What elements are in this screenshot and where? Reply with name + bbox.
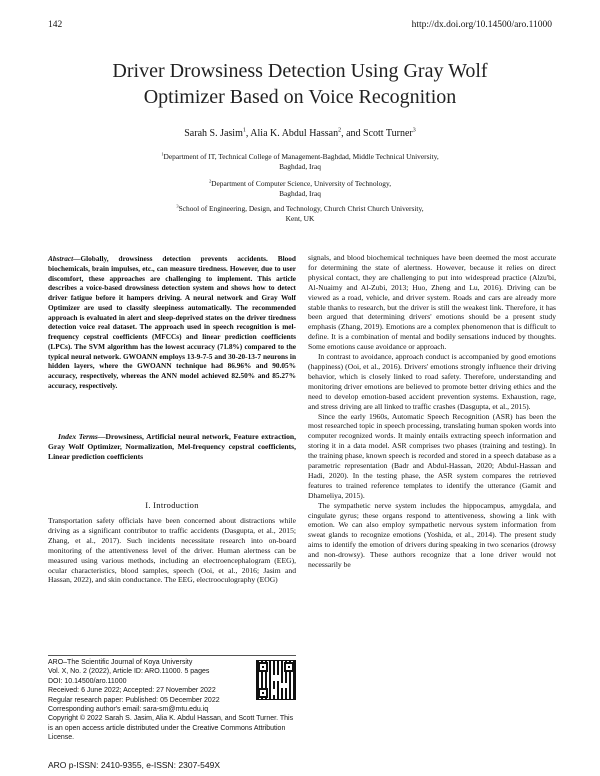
qr-code-icon — [256, 660, 296, 700]
index-terms — [48, 432, 296, 462]
author-1: Sarah S. Jasim — [184, 128, 243, 139]
right-column — [308, 253, 556, 570]
received-accepted: Received: 6 June 2022; Accepted: 27 November 2022 — [48, 687, 216, 695]
author-2: , Alia K. Abdul Hassan — [245, 128, 339, 139]
title-line-2: Optimizer Based on Voice Recognition — [143, 86, 457, 108]
affiliation-2-line2: Baghdad, Iraq — [279, 188, 321, 198]
doi-link[interactable]: http://dx.doi.org/10.14500/aro.11000 — [411, 20, 552, 30]
affiliation-3-sup: 3 — [176, 203, 179, 209]
section-heading-introduction: I. Introduction — [145, 500, 199, 510]
abstract — [48, 254, 296, 391]
right-paragraph-2: In contrast to avoidance, approach conduct is accompanied by good emotions (happiness) (Ooi, et al., 2016). Drivers' emotions strongly influence their driving behavior, which is closely linked to road safety. Therefore, understanding and monitoring driver emotions are believed to promote better driving ethics and the need to develop emotion-based accident prevention systems. Exhaustion, rage, and stress driving are all linked to traffic crashes (Dasgupta, et al., 2015). — [308, 352, 556, 411]
volume-info: Vol. X, No. 2 (2022), Article ID: ARO.11000. 5 pages — [48, 668, 210, 676]
affiliation-1-line2: Baghdad, Iraq — [279, 161, 321, 171]
affiliation-3 — [100, 204, 500, 224]
footer-divider — [48, 655, 296, 656]
author-2-sup: 2 — [338, 127, 342, 134]
affiliation-1-sup: 1 — [161, 151, 164, 157]
copyright-notice: Copyright © 2022 Sarah S. Jasim, Alia K. Abdul Hassan, and Scott Turner. This is an open access article distributed under the Creative Commons Attribution License. — [48, 715, 294, 742]
abstract-label: Abstract — [48, 254, 74, 263]
index-terms-label: Index Terms — [58, 432, 98, 441]
author-3: , and Scott Turner — [341, 128, 413, 139]
affiliation-1-line1: Department of IT, Technical College of Management-Baghdad, Middle Technical University, — [163, 152, 439, 161]
affiliation-2 — [100, 179, 500, 199]
journal-name: ARO–The Scientific Journal of Koya University — [48, 659, 193, 666]
issn-line: ARO p-ISSN: 2410-9355, e-ISSN: 2307-549X — [48, 760, 220, 770]
author-list — [48, 128, 552, 139]
index-terms-text: —Drowsiness, Artificial neural network, Feature extraction, Gray Wolf Optimizer, Normalization, Mel-frequency cepstral coefficients, Linear prediction coefficients — [48, 432, 297, 461]
paper-title — [48, 58, 552, 110]
intro-paragraph-1: Transportation safety officials have been concerned about distractions while driving as a significant contributor to traffic accidents (Dasgupta, et al., 2015; Zhang, et al., 2017). Such incidents necessitate research into on-board monitoring of the attentiveness level of the driver. Human alertness can be measured using various methods, including an electroencephalogram (EEG), ocular characteristics, blood samples, speech (Ooi, et al., 2016; Jasim and Hassan, 2022), and skin conductance. The EEG, electrooculography (EOG) — [48, 516, 296, 585]
right-paragraph-3: Since the early 1960s, Automatic Speech Recognition (ASR) has been the most researched topic in speech processing, translating human spoken words into computer recognized words. It mainly entails extracting speech information and storing it in a data model. ASR comprises two phases (training and testing). In the training phase, known speech is recorded and stored in a speech database as a parametric representation (Badr and Abdul-Hassan, 2020; Abdul-Hassan and Hadi, 2020). In the testing phase, the ASR system compares the retrieved features to trained reference templates to identify the utterance (Gamit and Dhameliya, 2015). — [308, 411, 556, 500]
intro-left-column — [48, 516, 296, 585]
page-number: 142 — [48, 20, 63, 30]
published-date: Regular research paper: Published: 05 December 2022 — [48, 696, 220, 704]
corresponding-email: Corresponding author's email: sara-sm@mtu.edu.iq — [48, 706, 209, 714]
author-1-sup: 1 — [242, 127, 246, 134]
running-header — [48, 20, 552, 34]
publication-footer — [48, 658, 296, 743]
affiliation-2-sup: 2 — [208, 178, 212, 184]
right-paragraph-1: signals, and blood biochemical techniques have been deemed the most accurate for determining the state of alertness. However, because it relies on direct physical contact, they are challenging to put into widespread practice (Alzu'bi, Al-Nuaimy and Al-Zubi, 2013; Huo, Zheng and Lu, 2016). Driving can be viewed as a road, vehicle, and driver system. Roads and cars are already more stable thanks to research, but the driver is still the weakest link. Therefore, it has been argued that determining drivers' emotions should be a present study emphasis (Zhang, 2019). Emotions are a complex phenomenon that is difficult to define. It is a combination of mental and bodily sensations induced by thoughts. Some emotions cause avoidance or approach. — [308, 253, 556, 352]
title-line-1: Driver Drowsiness Detection Using Gray Wolf — [112, 60, 488, 82]
abstract-text: —Globally, drowsiness detection prevents accidents. Blood biochemicals, brain impulses, etc., can measure tiredness. However, due to user discomfort, these approaches are challenging to implement. This article describes a voice-based drowsiness detection system and shows how to detect driver fatigue before it hampers driving. A neural network and Gray Wolf Optimizer are used to classify sleepiness automatically. The recommended approach is evaluated in alert and sleep-deprived states on the driver tiredness detection voice real dataset. The approach used in speech recognition is mel-frequency cepstral coefficients (MFCCs) and linear prediction coefficients (LPCs). The SVM algorithm has the lowest accuracy (71.8%) compared to the typical neural network. GWOANN employs 13-9-7-5 and 30-20-13-7 neurons in hidden layers, where the GWOANN technique had 86.96% and 90.05% accuracy, respectively, whereas the ANN model achieved 82.50% and 85.27% accuracy, respectively. — [48, 254, 296, 390]
footer-doi: DOI: 10.14500/aro.11000 — [48, 677, 127, 685]
affiliation-3-line2: Kent, UK — [285, 213, 315, 223]
affiliation-1 — [100, 152, 500, 172]
affiliation-3-line1: School of Engineering, Design, and Technology, Church Christ Church University, — [178, 204, 424, 213]
right-paragraph-4: The sympathetic nerve system includes the hippocampus, amygdala, and cingulate gyrus; these organs respond to attentiveness, showing a link with emotion. We can also employ sympathetic nervous system information from sweat glands to recognize emotions (Yoshida, et al., 2014). The present study aims to identify the emotion of drivers during speaking in two scenarios (drowsy and non-drowsy). These authors recognize that a lone driver would not necessarily be — [308, 500, 556, 570]
author-3-sup: 3 — [412, 127, 416, 134]
affiliation-2-line1: Department of Computer Science, University of Technology, — [211, 179, 392, 188]
